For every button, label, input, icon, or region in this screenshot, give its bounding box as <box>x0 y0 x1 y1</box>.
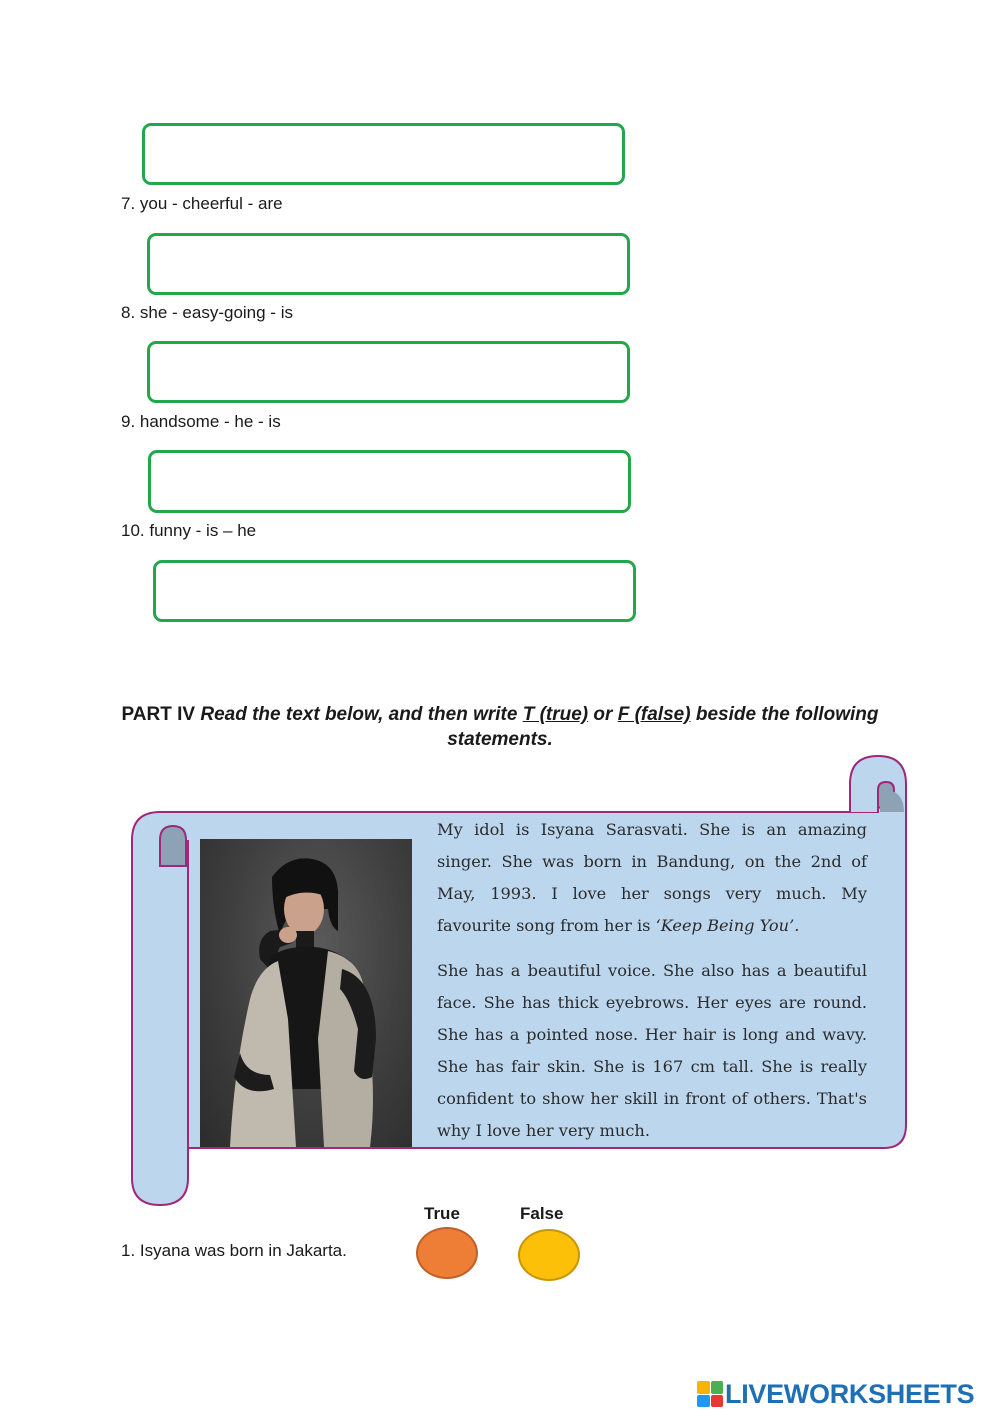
false-term: F (false) <box>617 704 691 725</box>
passage-paragraph-1 <box>437 814 867 942</box>
favourite-song-title: ‘Keep Being You’. <box>655 916 800 935</box>
false-label: False <box>520 1204 564 1223</box>
scroll-curl-left <box>160 826 186 866</box>
true-label: True <box>424 1204 460 1223</box>
instruction-text-1: Read the text below, and then write <box>200 704 518 725</box>
passage-paragraph-2: She has a beautiful voice. She also has a beautiful face. She has thick eyebrows. Her eyes are round. She has a pointed nose. Her hair is long and wavy. She has fair skin. She is 167 cm tall. She is really confident to show her skill in front of others. That's why I love her very much. <box>437 961 867 1140</box>
statement-1: 1. Isyana was born in Jakarta. <box>121 1241 347 1260</box>
question-10: 10. funny - is – he <box>121 521 257 540</box>
or-word: or <box>593 704 613 725</box>
part-label: PART IV <box>121 704 196 725</box>
liveworksheets-logo <box>697 1378 974 1410</box>
true-option-circle[interactable] <box>416 1227 478 1279</box>
question-8: 8. she - easy-going - is <box>121 303 293 322</box>
instruction-text-2: beside the following statements. <box>447 704 879 750</box>
question-9: 9. handsome - he - is <box>121 412 281 431</box>
false-option-circle[interactable] <box>518 1229 580 1281</box>
reading-passage <box>437 814 867 1160</box>
logo-mark-icon <box>697 1381 723 1407</box>
question-7: 7. you - cheerful - are <box>121 194 283 213</box>
passage-text-1: My idol is Isyana Sarasvati. She is an amazing singer. She was born in Bandung, on the 2nd of May, 1993. I love her songs very much. My favourite song from her is <box>437 820 867 935</box>
idol-photo <box>200 839 412 1147</box>
logo-text: LIVEWORKSHEETS <box>725 1378 975 1409</box>
true-term: T (true) <box>522 704 589 725</box>
person-silhouette <box>200 839 412 1147</box>
